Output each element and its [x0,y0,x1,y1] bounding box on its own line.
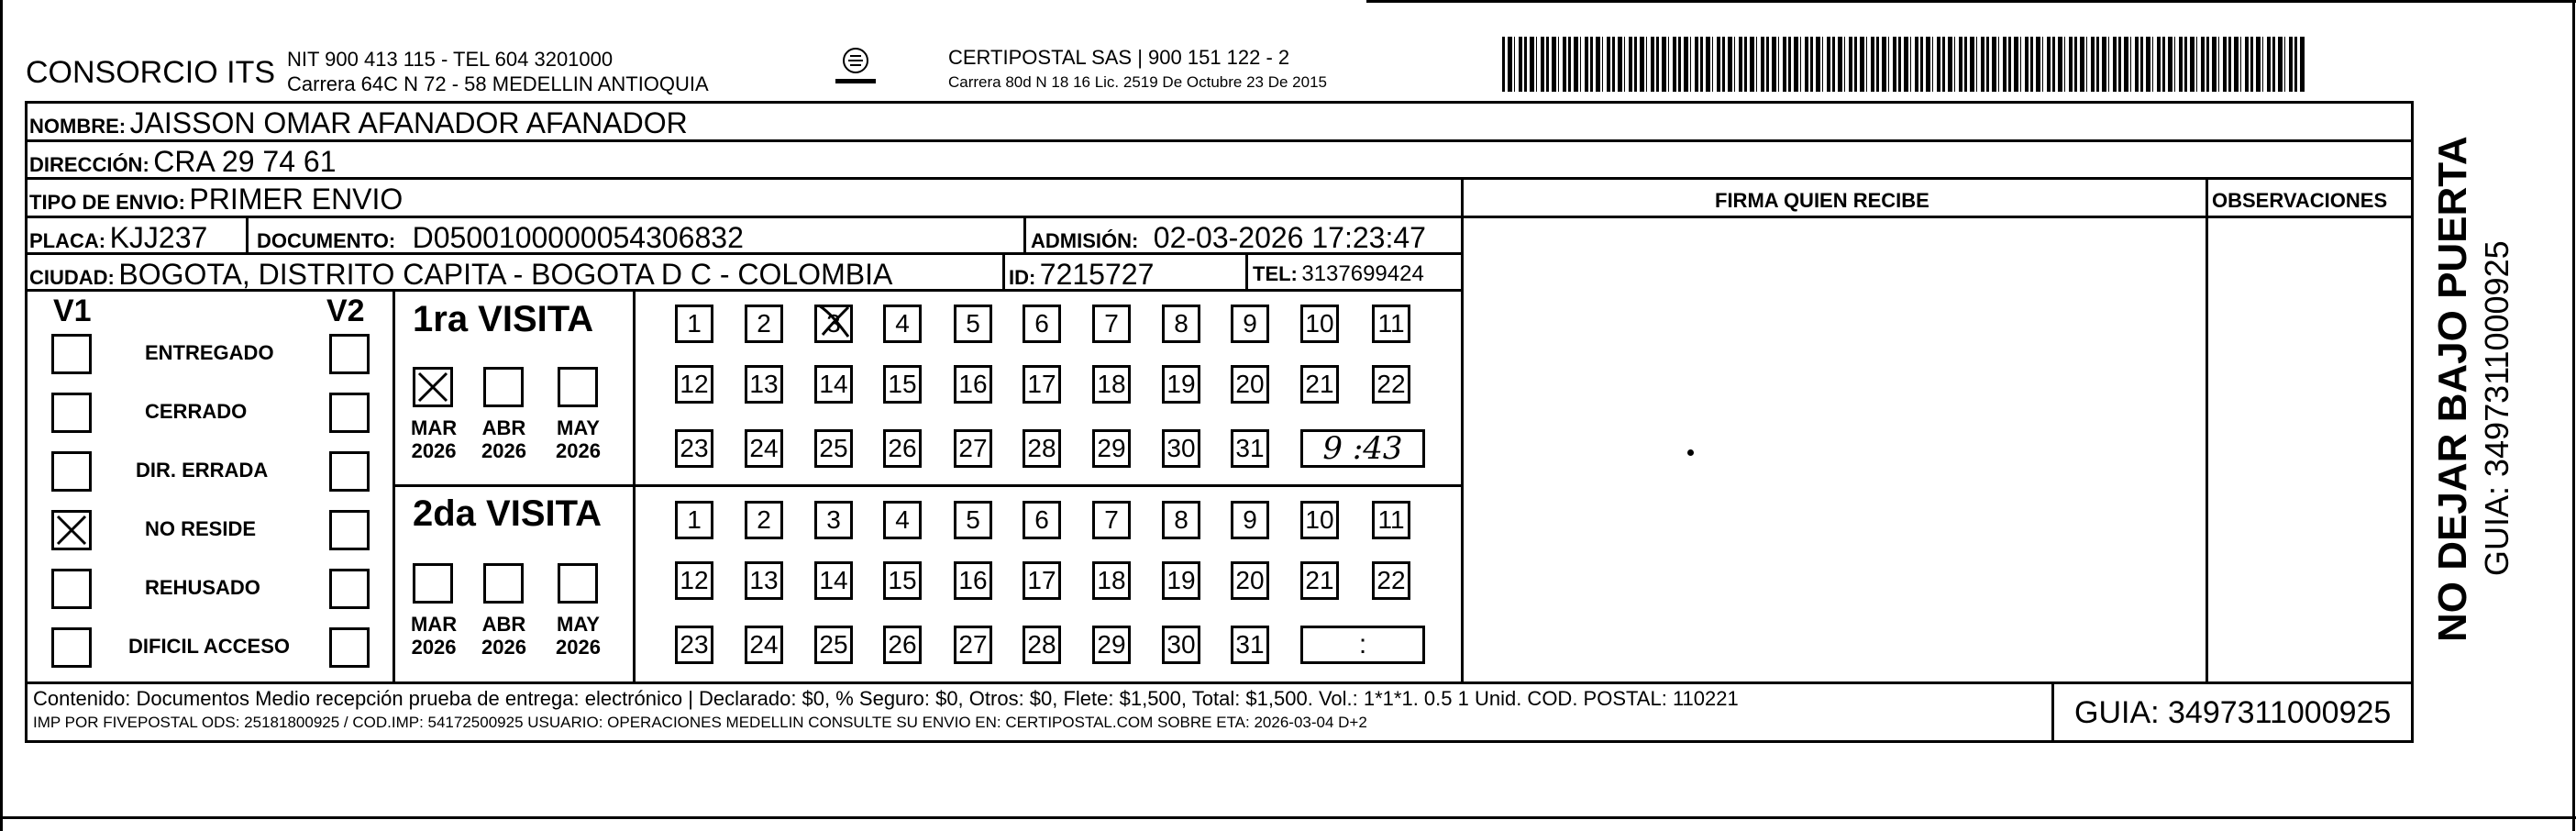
v2-checkbox[interactable] [329,510,370,550]
nit-line: NIT 900 413 115 - TEL 604 3201000 [287,48,614,71]
certipostal-line: CERTIPOSTAL SAS | 900 151 122 - 2 [948,46,1290,69]
nombre-field [29,106,688,140]
day-box[interactable]: 14 [814,561,853,600]
day-box[interactable]: 30 [1162,626,1200,664]
day-box[interactable]: 31 [1231,626,1269,664]
day-box[interactable]: 8 [1162,501,1200,539]
scan-bottom-edge [0,816,2576,819]
day-box[interactable]: 9 [1231,305,1269,343]
admision-field [1031,221,1426,255]
direccion-label: DIRECCIÓN: [29,153,149,176]
v1-label: V1 [53,294,92,328]
x-mark-icon [54,513,89,548]
month-checkbox[interactable] [483,563,524,604]
scan-top-edge [1366,0,2576,3]
v1-checkbox[interactable] [51,334,92,374]
day-box[interactable]: 4 [883,305,922,343]
day-box[interactable]: 13 [745,365,783,404]
day-box[interactable]: 21 [1300,365,1339,404]
day-box[interactable]: 4 [883,501,922,539]
company-name: CONSORCIO ITS [26,55,276,90]
month-checkbox[interactable] [413,367,453,407]
barcode [1502,37,2305,92]
tipo-label: TIPO DE ENVIO: [29,191,185,214]
day-box[interactable]: 5 [954,501,992,539]
col-line [1245,252,1248,289]
company-address: Carrera 64C N 72 - 58 MEDELLIN ANTIOQUIA [287,72,709,95]
placa-label: PLACA: [29,229,106,252]
tipo-value: PRIMER ENVIO [189,183,404,216]
observaciones-header: OBSERVACIONES [2212,189,2388,212]
day-box[interactable]: 23 [675,429,713,468]
day-box[interactable]: 25 [814,626,853,664]
footer-guia: GUIA: 3497311000925 [2074,695,2392,730]
admision-value: 02-03-2026 17:23:47 [1153,221,1426,254]
month-label: ABR 2026 [481,613,526,659]
direccion-value: CRA 29 74 61 [153,145,337,178]
footer-line [25,681,2414,684]
documento-value: D0500100000054306832 [412,221,744,254]
tipo-field [29,183,403,216]
col-line [1002,252,1005,289]
col-line [246,216,249,252]
status-label: REHUSADO [145,576,260,599]
first-visit-title: 1ra VISITA [413,299,594,339]
day-box[interactable]: 27 [954,429,992,468]
day-box[interactable]: 12 [675,561,713,600]
day-box[interactable]: 13 [745,561,783,600]
footer-contenido: Contenido: Documentos Medio recepción prueba de entrega: electrónico | Declarado: $0, % Seguro: $0, Otros: $0, Flete: $1,500, Total: $1,500. Vol.: 1*1*1. 0.5 1 Unid. COD. POSTAL: 110221 [33,687,1739,710]
day-box[interactable]: 24 [745,429,783,468]
id-label: ID: [1009,266,1036,289]
col-line [1461,177,1464,681]
status-label: DIFICIL ACCESO [128,635,291,658]
handwritten-mark-icon [813,300,856,342]
day-box[interactable]: 15 [883,561,922,600]
v1-checkbox[interactable] [51,569,92,609]
col-line [1023,216,1026,252]
documento-label: DOCUMENTO: [257,229,396,252]
v2-checkbox[interactable] [329,451,370,492]
day-box[interactable]: 30 [1162,429,1200,468]
col-line [392,289,395,681]
day-box[interactable]: 19 [1162,365,1200,404]
day-box[interactable]: 17 [1023,561,1061,600]
day-box[interactable]: 3 [814,501,853,539]
col-line [633,289,636,681]
month-label: MAR 2026 [411,613,458,659]
day-box[interactable]: 18 [1092,561,1131,600]
col-line [2051,681,2054,743]
first-visit-time[interactable]: 9 :43 [1300,429,1425,468]
day-box[interactable]: 10 [1300,305,1339,343]
v2-checkbox[interactable] [329,627,370,668]
v1-checkbox[interactable] [51,451,92,492]
month-checkbox[interactable] [413,563,453,604]
signature-mark [1687,449,1694,456]
id-value: 7215727 [1039,258,1155,291]
day-box[interactable]: 22 [1372,561,1410,600]
certipostal-logo [830,42,881,94]
v1-checkbox[interactable] [51,393,92,433]
day-box[interactable]: 2 [745,501,783,539]
footer-imp: IMP POR FIVEPOSTAL ODS: 25181800925 / COD.IMP: 54172500925 USUARIO: OPERACIONES MEDELLIN CONSULTE SU ENVIO EN: CERTIPOSTAL.COM SOBRE ETA: 2026-03-04 D+2 [33,714,1367,731]
visit-divider [392,484,1461,487]
day-box[interactable]: 5 [954,305,992,343]
month-label: ABR 2026 [481,416,526,462]
day-box[interactable]: 16 [954,365,992,404]
status-label: NO RESIDE [145,517,257,540]
day-box[interactable]: 27 [954,626,992,664]
day-box[interactable]: 31 [1231,429,1269,468]
day-box[interactable]: 23 [675,626,713,664]
v1-checkbox[interactable] [51,510,92,550]
day-box[interactable]: 14 [814,365,853,404]
x-mark-icon [415,370,450,404]
direccion-field [29,145,336,179]
day-box[interactable]: 20 [1231,561,1269,600]
id-field [1009,258,1154,292]
day-box[interactable]: 2 [745,305,783,343]
day-box[interactable]: 6 [1023,305,1061,343]
nombre-label: NOMBRE: [29,115,127,138]
month-label: MAY 2026 [556,416,601,462]
second-visit-title: 2da VISITA [413,493,602,534]
day-box[interactable]: 26 [883,626,922,664]
day-box[interactable]: 21 [1300,561,1339,600]
tel-label: TEL: [1253,262,1298,285]
day-box[interactable]: 25 [814,429,853,468]
scan-right-edge [2572,0,2575,831]
row-line [25,177,2414,180]
col-line [2206,177,2208,681]
day-box[interactable]: 24 [745,626,783,664]
day-box[interactable]: 29 [1092,626,1131,664]
certipostal-address: Carrera 80d N 18 16 Lic. 2519 De Octubre 23 De 2015 [948,73,1327,91]
firma-header: FIRMA QUIEN RECIBE [1715,189,1929,212]
tel-value: 3137699424 [1301,261,1424,286]
status-label: CERRADO [145,400,248,423]
nombre-value: JAISSON OMAR AFANADOR AFANADOR [129,106,688,139]
v2-label: V2 [326,294,365,328]
day-box[interactable]: 7 [1092,305,1131,343]
day-box[interactable]: 29 [1092,429,1131,468]
month-label: MAY 2026 [556,613,601,659]
status-label: DIR. ERRADA [136,459,269,482]
placa-value: KJJ237 [109,221,208,254]
scan-left-edge [0,0,3,831]
day-box[interactable]: 22 [1372,365,1410,404]
day-box[interactable]: 28 [1023,429,1061,468]
ciudad-field [29,258,892,292]
day-box[interactable]: 11 [1372,501,1410,539]
v2-checkbox[interactable] [329,334,370,374]
day-box[interactable]: 12 [675,365,713,404]
day-box[interactable]: 1 [675,501,713,539]
v2-checkbox[interactable] [329,393,370,433]
day-box[interactable]: 7 [1092,501,1131,539]
day-box[interactable]: 26 [883,429,922,468]
day-box[interactable]: 6 [1023,501,1061,539]
day-box[interactable]: 11 [1372,305,1410,343]
month-checkbox[interactable] [558,367,598,407]
day-box[interactable]: 17 [1023,365,1061,404]
day-box[interactable]: 19 [1162,561,1200,600]
day-box[interactable]: 8 [1162,305,1200,343]
day-box[interactable]: 3 [814,305,853,343]
day-box[interactable]: 28 [1023,626,1061,664]
day-box[interactable]: 18 [1092,365,1131,404]
day-box[interactable]: 15 [883,365,922,404]
day-box[interactable]: 20 [1231,365,1269,404]
v2-checkbox[interactable] [329,569,370,609]
side-guia: GUIA: 3497311000925 [2478,240,2515,576]
ciudad-label: CIUDAD: [29,266,115,289]
month-checkbox[interactable] [558,563,598,604]
status-label: ENTREGADO [145,341,274,364]
admision-label: ADMISIÓN: [1031,229,1139,252]
side-warning: NO DEJAR BAJO PUERTA [2430,136,2475,642]
second-visit-time[interactable]: : [1300,626,1425,664]
documento-field [257,221,744,255]
month-label: MAR 2026 [411,416,458,462]
ciudad-value: BOGOTA, DISTRITO CAPITA - BOGOTA D C - COLOMBIA [118,258,893,291]
v1-checkbox[interactable] [51,627,92,668]
placa-field [29,221,207,255]
day-box[interactable]: 9 [1231,501,1269,539]
day-box[interactable]: 1 [675,305,713,343]
month-checkbox[interactable] [483,367,524,407]
day-box[interactable]: 10 [1300,501,1339,539]
day-box[interactable]: 16 [954,561,992,600]
tel-field [1253,261,1424,287]
